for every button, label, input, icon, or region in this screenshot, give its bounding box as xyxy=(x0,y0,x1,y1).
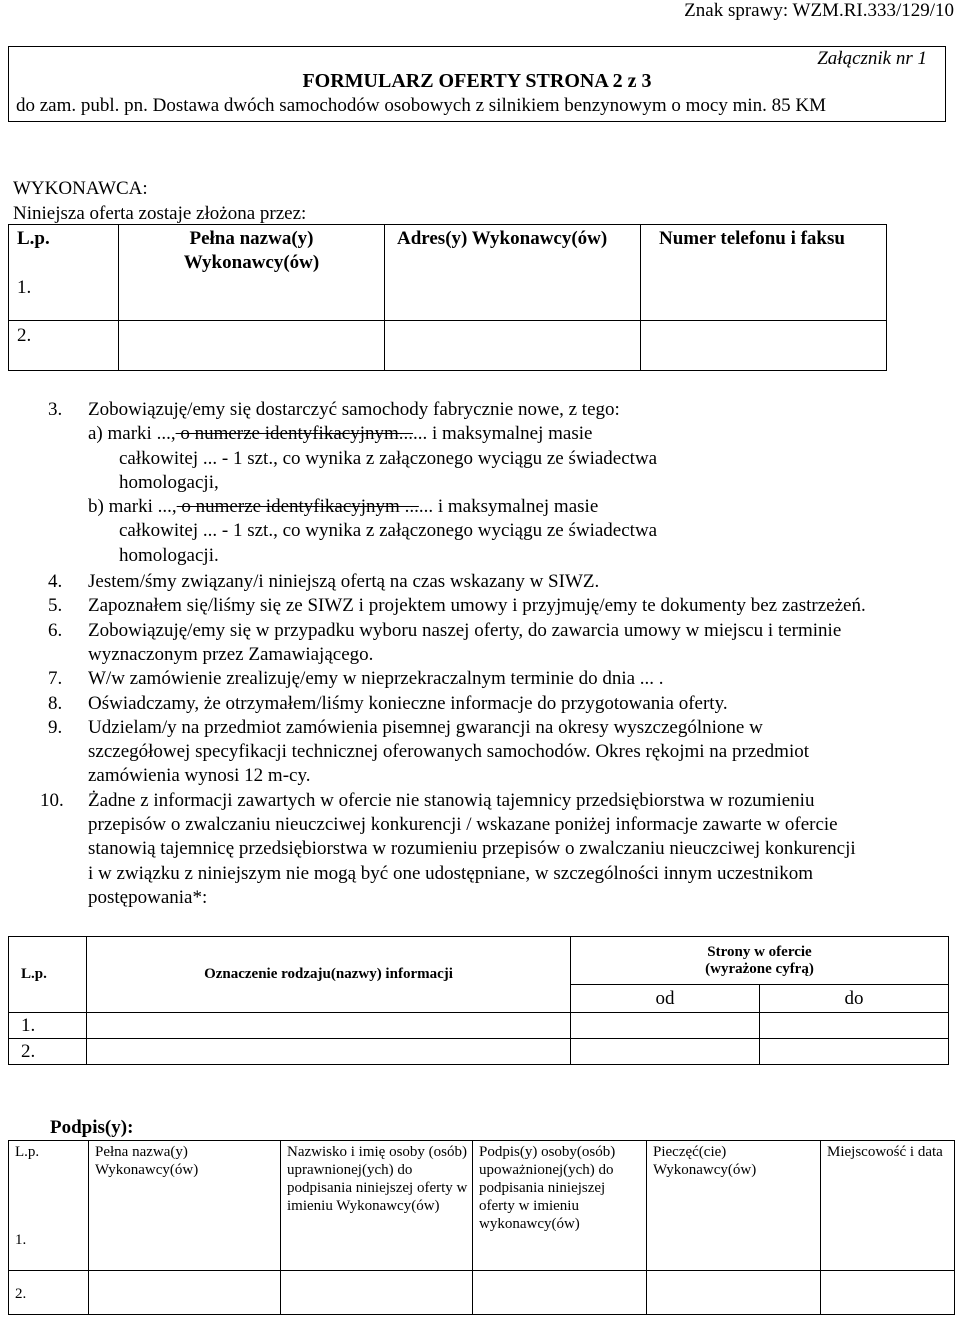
row-number: 1. xyxy=(17,277,32,298)
signature-cell[interactable] xyxy=(473,1271,647,1315)
item-text: Żadne z informacji zawartych w ofercie nie stanowią tajemnicy przedsiębiorstwa w rozumieniu xyxy=(88,789,815,811)
form-header xyxy=(8,46,946,122)
column-header-authorized-person: Nazwisko i imię osoby (osób) uprawnionej(ych) do podpisania niniejszej oferty w imieniu Wykonawcy(ów) xyxy=(281,1141,473,1271)
list-item xyxy=(48,422,948,495)
table-row xyxy=(9,1039,949,1065)
declarations-list xyxy=(40,398,948,910)
form-title: FORMULARZ OFERTY STRONA 2 z 3 xyxy=(302,70,652,92)
authorized-person-cell[interactable] xyxy=(281,1271,473,1315)
contractor-row-cell xyxy=(9,225,119,321)
page-from-cell[interactable] xyxy=(571,1013,760,1039)
list-item xyxy=(48,716,948,789)
item-text: postępowania*: xyxy=(88,886,208,908)
item-text: zamówienia wynosi 12 m-cy. xyxy=(88,765,311,787)
option-b-line1 xyxy=(88,495,948,519)
list-item xyxy=(48,495,948,568)
row-number: 2. xyxy=(9,1271,89,1315)
annex-label: Załącznik nr 1 xyxy=(817,48,927,69)
item-text: i w związku z niniejszym nie mogą być one udostępniane, w szczególności innym uczestnikom xyxy=(88,862,813,884)
column-header-name: Pełna nazwa(y) Wykonawcy(ów) xyxy=(89,1141,281,1271)
list-item xyxy=(40,789,948,910)
list-item xyxy=(48,570,948,594)
option-a-line2: całkowitej ... - 1 szt., co wynika z załączonego wyciągu ze świadectwa xyxy=(119,447,658,469)
option-b-make: b) marki ..., xyxy=(88,496,177,518)
item-number: 9. xyxy=(48,716,63,738)
item-text: Oświadczamy, że otrzymałem/liśmy konieczne informacje do przygotowania oferty. xyxy=(88,692,728,714)
contractor-heading: WYKONAWCA: xyxy=(13,178,148,199)
row-number: 2. xyxy=(9,321,119,371)
place-date-cell[interactable] xyxy=(821,1271,955,1315)
column-header-phone: Numer telefonu i faksu xyxy=(641,225,887,321)
column-header-lp: L.p. xyxy=(9,937,87,1013)
table-row xyxy=(9,1013,949,1039)
signature-table xyxy=(8,1140,955,1315)
item-text: Jestem/śmy związany/i niniejszą ofertą na czas wskazany w SIWZ. xyxy=(88,571,600,593)
table-row xyxy=(9,937,949,985)
table-row xyxy=(9,225,887,321)
item-text: Zobowiązuję/emy się dostarczyć samochody fabrycznie nowe, z tego: xyxy=(88,399,620,420)
item-text: Zapoznałem się/liśmy się ze SIWZ i projektem umowy i przyjmuję/emy te dokumenty bez zastrzeżeń. xyxy=(88,595,866,617)
option-b-line2: całkowitej ... - 1 szt., co wynika z załączonego wyciągu ze świadectwa xyxy=(119,520,658,542)
table-row xyxy=(9,321,887,371)
list-item xyxy=(48,398,948,422)
column-header-signature: Podpis(y) osoby(osób) upoważnionej(ych) do podpisania niniejszej oferty w imieniu wykonawcy(ów) xyxy=(473,1141,647,1271)
option-b-struck-text: o numerze identyfikacyjnym ... xyxy=(176,496,419,518)
list-item xyxy=(48,692,948,716)
list-item xyxy=(48,619,948,668)
page-from-cell[interactable] xyxy=(571,1039,760,1065)
column-header-name: Pełna nazwa(y) Wykonawcy(ów) xyxy=(119,225,385,321)
option-a-make: a) marki ..., xyxy=(88,423,176,445)
description-cell[interactable] xyxy=(87,1039,571,1065)
item-text: przepisów o zwalczaniu nieuczciwej konkurencji / wskazane poniżej informacje zawarte w ofercie xyxy=(88,814,838,836)
column-header-stamp: Pieczęć(cie) Wykonawcy(ów) xyxy=(647,1141,821,1271)
item-number: 7. xyxy=(48,668,63,690)
item-number: 5. xyxy=(48,595,63,617)
item-text: stanowią tajemnicę przedsiębiorstwa w rozumieniu przepisów o zwalczaniu nieuczciwej konkurencji xyxy=(88,838,856,860)
column-header-address: Adres(y) Wykonawcy(ów) xyxy=(385,225,641,321)
row-number: 1. xyxy=(15,1232,27,1248)
name-cell[interactable] xyxy=(89,1271,281,1315)
address-cell[interactable] xyxy=(385,321,641,371)
stamp-cell[interactable] xyxy=(647,1271,821,1315)
description-cell[interactable] xyxy=(87,1013,571,1039)
item-text: W/w zamówienie zrealizuję/emy w nieprzekraczalnym terminie do dnia ... . xyxy=(88,668,664,690)
column-header-lp: L.p. xyxy=(17,228,50,249)
signatures-heading: Podpis(y): xyxy=(50,1117,134,1138)
list-item xyxy=(48,594,948,618)
table-row xyxy=(9,1141,955,1271)
column-header-pages: Strony w ofercie (wyrażone cyfrą) xyxy=(571,937,949,985)
option-b-mass: ... i maksymalnej masie xyxy=(418,496,599,518)
item-number: 3. xyxy=(48,399,63,420)
column-header-to: do xyxy=(760,985,949,1013)
page-to-cell[interactable] xyxy=(760,1013,949,1039)
confidential-info-table xyxy=(8,936,949,1065)
table-row xyxy=(9,1271,955,1315)
option-a-line3: homologacji, xyxy=(119,471,219,493)
list-item xyxy=(48,667,948,691)
option-a-mass: ... i maksymalnej masie xyxy=(413,423,593,445)
column-header-description: Oznaczenie rodzaju(nazwy) informacji xyxy=(87,937,571,1013)
item-text: Zobowiązuję/emy się w przypadku wyboru naszej oferty, do zawarcia umowy w miejscu i terminie xyxy=(88,619,842,641)
column-header-place-date: Miejscowość i data xyxy=(821,1141,955,1271)
form-subtitle: do zam. publ. pn. Dostawa dwóch samochodów osobowych z silnikiem benzynowym o mocy min. 85 KM xyxy=(16,95,827,116)
submitted-by-label: Niniejsza oferta zostaje złożona przez: xyxy=(13,203,307,224)
option-a-struck-text: o numerze identyfikacyjnym... xyxy=(175,423,414,445)
row-number: 2. xyxy=(9,1039,87,1065)
column-header-lp: L.p. xyxy=(15,1144,40,1160)
item-text: Udzielam/y na przedmiot zamówienia pisemnej gwarancji na okresy wyszczególnione w xyxy=(88,716,763,738)
row-number: 1. xyxy=(9,1013,87,1039)
option-b-line3: homologacji. xyxy=(119,544,219,566)
item-number: 6. xyxy=(48,619,63,641)
case-reference: Znak sprawy: WZM.RI.333/129/10 xyxy=(684,0,954,21)
item-text: szczegółowej specyfikacji technicznej oferowanych samochodów. Okres rękojmi na przedmiot xyxy=(88,741,810,763)
column-header-from: od xyxy=(571,985,760,1013)
option-a-line1 xyxy=(88,422,948,446)
page-to-cell[interactable] xyxy=(760,1039,949,1065)
signature-row-cell xyxy=(9,1141,89,1271)
phone-cell[interactable] xyxy=(641,321,887,371)
contractor-table xyxy=(8,224,887,371)
item-number: 4. xyxy=(48,571,63,593)
item-number: 10. xyxy=(40,789,64,811)
item-text: wyznaczonym przez Zamawiającego. xyxy=(88,643,374,665)
name-cell[interactable] xyxy=(119,321,385,371)
item-number: 8. xyxy=(48,692,63,714)
